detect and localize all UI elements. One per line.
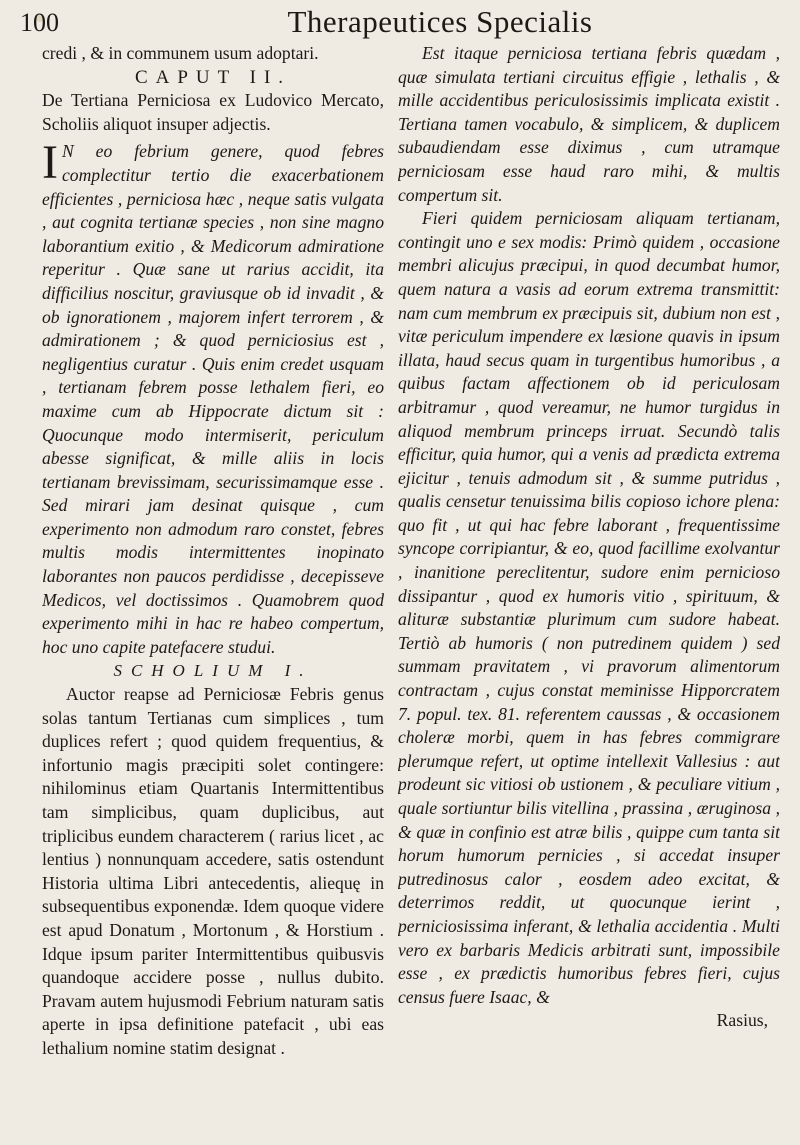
intro-text: credi , & in communem usum adoptari. bbox=[42, 43, 319, 63]
chapter-title: De Tertiana Perniciosa ex Ludovico Mercato, Scholiis aliquot insuper adjectis. bbox=[42, 90, 384, 134]
left-column bbox=[42, 42, 384, 1061]
page-header bbox=[20, 4, 790, 44]
right-column bbox=[398, 42, 780, 1033]
chapter-body bbox=[42, 136, 384, 659]
definition-paragraph: Est itaque perniciosa tertiana febris quædam , quæ simulata tertiani circuitus effigie , lethalis , & mille accidentibus periculosissimis implicata existit . Tertiana tamen vocabulo, & simplicem, & duplicem subaudiendam esse diximus , cum utramque perniciosam esse haud raro mihi, & multis compertum sit. bbox=[398, 43, 780, 205]
catchword: Rasius, bbox=[716, 1010, 768, 1031]
scholium-body: Auctor reapse ad Perniciosæ Febris genus solas tantum Tertianas cum simplices , tum duplices refert ; quod quidem frequentius, & infortunio magis præcipiti solet contingere: nihilominus etiam Quartanis Intermittentibus tam simplicibus, quam duplicibus, aut triplicibus eundem characterem ( rarius licet , ac lentius ) nonnunquam accedere, satis ostendunt Historia ultima Libri antecedentis, aliequę in subsequentibus exponendæ. Idem quoque videre est apud Donatum , Mortonum , & Horstium . Idque ipsum pariter Intermittentibus quibusvis quandoque accidere posse , nullus dubito. Pravam autem hujusmodi Febrium naturam satis aperte in ipsa definitione patefacit , ubi eas lethalium nomine statim designat . bbox=[42, 684, 384, 1058]
six-modes-paragraph: Fieri quidem perniciosam aliquam tertianam, contingit uno e sex modis: Primò quidem , occasione membri alicujus præcipui, in quod decumbat humor, quem natura a vasis ad eorum extrema transmittit: nam cum membrum ex præcipuis sit, dubium non est , vitæ periculum impendere ex læsione quavis in ipsum illata, haud secus quam in turgentibus humoribus , a quibus factam affectionem ob id periculosam arbitramur , quod vereamur, ne humor turgidus in aliquod membrum princeps irruat. Secundò talis efficitur, quia humor, qui a venis ad prædicta extrema ejicitur , tenuis admodum sit , & summe putridus , qualis censetur tenuissima bilis copioso ichore plena: quo fit , ut qui hac febre laborant , frequentissime syncope corripiantur, & eo, quod facillime exolvantur , inanitione pereclitentur, sudore enim pernicioso dissipantur , quod ex humoris vitio , spirituum, & alituræ substantiæ plurimum cum sudore habeat. Tertiò ab humoris ( non putredinem quidem ) sed summam pravitatem , vi pravorum alimentorum contractam , cujus constat meminisse Hipporcratem 7. popul. tex. 81. referentem caussas , & occasionem choleræ morbi, quem in has febres commigrare plerumque refert, ut optime intellexit Vallesius : aut prodeunt sic vitiosi ob ustionem , & peculiare vitium , quale sortiuntur bilis vitellina , prassina , æruginosa , & quæ in confinio est atræ bilis , quippe cum tanta sit horum humorum pernicies , si accedat insuper putredinosus calor , eosdem adeo excitat, & deterrimos reddit, ut quocunque ierint , perniciosissima inferant, & lethalia accidentia . Multi vero ex barbaris Medicis arbitrati sunt, impossibile esse , ex prædictis humoribus febres fieri, cujus census fuere Isaac, & bbox=[398, 208, 780, 1007]
page-number: 100 bbox=[20, 8, 59, 37]
running-title: Therapeutices Specialis bbox=[287, 4, 593, 39]
scholium-heading: SCHOLIUM I. bbox=[113, 661, 313, 681]
drop-cap: I bbox=[42, 136, 58, 190]
chapter-body-text: N eo febrium genere, quod febres complectitur tertio die exacerbationem efficientes , perniciosa hæc , neque satis vulgata , aut cognita tertianæ species , non sine magno laborantium exitio , & Medicorum admiratione reperitur . Quæ sane ut rarius accidit, ita difficilius noscitur, graviusque ob id invadit , & ob ignorationem , majorem infert terrorem , & admirationem ; & quod perniciosius est , negligentius curatur . Quis enim credet usquam , tertianam febrem posse lethalem fieri, eo maxime cum ab Hippocrate dictum sit : Quocunque modo intermiserit, periculum abesse significat, & mille aliis in locis tertianam brevissimam, securissimamque esse . Sed mirari jam desinat quisque , cum experimento non admodum raro constet, febres multis modis intermittentes inopinato laborantes non paucos perdidisse , decepisseve Medicos, vel doctissimos . Quamobrem quod experimento mihi in hac re habeo compertum, hoc uno capite patefacere studui. bbox=[42, 141, 384, 657]
chapter-heading: CAPUT II. bbox=[134, 66, 292, 88]
